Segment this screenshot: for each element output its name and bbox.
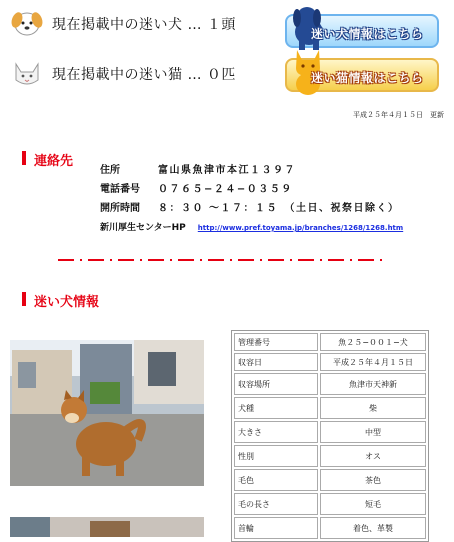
lost-dog-info-label: 迷い犬情報はこちら xyxy=(311,27,424,41)
table-value: 柴 xyxy=(320,397,426,419)
table-key: 毛色 xyxy=(234,469,318,491)
dog-photo-2 xyxy=(10,517,204,537)
contact-address-key: 住所 xyxy=(100,165,120,176)
table-row xyxy=(234,373,426,395)
table-value: 中型 xyxy=(320,421,426,443)
dog-face-icon xyxy=(10,8,44,38)
table-key: 管理番号 xyxy=(234,333,318,351)
lost-dog-info-button[interactable] xyxy=(285,14,439,48)
cat-count-text: 現在掲載中の迷い猫 … ０匹 xyxy=(52,67,236,83)
cat-count-line xyxy=(8,58,276,88)
table-key: 収容日 xyxy=(234,353,318,371)
section-divider xyxy=(58,257,382,263)
table-key: 毛の長さ xyxy=(234,493,318,515)
contact-hp-link[interactable]: http://www.pref.toyama.jp/branches/1268/1268.htm xyxy=(197,224,404,232)
lost-dog-info-table xyxy=(231,330,429,542)
contact-hp-row xyxy=(100,220,403,233)
table-value: 茶色 xyxy=(320,469,426,491)
table-row xyxy=(234,353,426,371)
table-key: 性別 xyxy=(234,445,318,467)
table-key: 収容場所 xyxy=(234,373,318,395)
lost-cat-info-button[interactable] xyxy=(285,58,439,92)
dog-photo xyxy=(10,340,204,486)
table-row xyxy=(234,469,426,491)
contact-hours-key: 開所時間 xyxy=(100,203,140,214)
dog-count-line xyxy=(8,8,276,38)
heading-marker xyxy=(22,292,26,306)
contact-hp-label: 新川厚生センターHP xyxy=(100,223,186,233)
table-value: オス xyxy=(320,445,426,467)
contact-hours-row xyxy=(100,199,399,214)
contact-phone-row xyxy=(100,180,293,195)
table-row xyxy=(234,493,426,515)
updated-date: 平成２５年４月１５日 更新 xyxy=(353,111,444,119)
dog-count-text: 現在掲載中の迷い犬 … １頭 xyxy=(52,17,236,33)
table-key: 大きさ xyxy=(234,421,318,443)
heading-marker xyxy=(22,151,26,165)
contact-heading-text: 連絡先 xyxy=(34,154,74,169)
table-row xyxy=(234,421,426,443)
table-value: 魚２５−００１−犬 xyxy=(320,333,426,351)
table-row xyxy=(234,397,426,419)
table-row xyxy=(234,517,426,539)
table-row xyxy=(234,333,426,351)
table-key: 首輪 xyxy=(234,517,318,539)
contact-address-row xyxy=(100,161,296,176)
table-value: 短毛 xyxy=(320,493,426,515)
contact-hours-value: ８：３０ 〜１７：１５ （土日、祝祭日除く） xyxy=(158,203,400,214)
lost-dog-heading-text: 迷い犬情報 xyxy=(34,295,100,310)
table-key: 犬種 xyxy=(234,397,318,419)
contact-phone-key: 電話番号 xyxy=(100,184,140,195)
lost-cat-info-label: 迷い猫情報はこちら xyxy=(311,71,424,85)
table-value: 平成２５年４月１５日 xyxy=(320,353,426,371)
table-value: 着色、革製 xyxy=(320,517,426,539)
table-row xyxy=(234,445,426,467)
table-value: 魚津市天神新 xyxy=(320,373,426,395)
contact-phone-value: ０７６５−２４−０３５９ xyxy=(158,184,293,195)
contact-address-value: 富山県魚津市本江１３９７ xyxy=(158,165,296,176)
cat-face-icon xyxy=(10,58,44,88)
